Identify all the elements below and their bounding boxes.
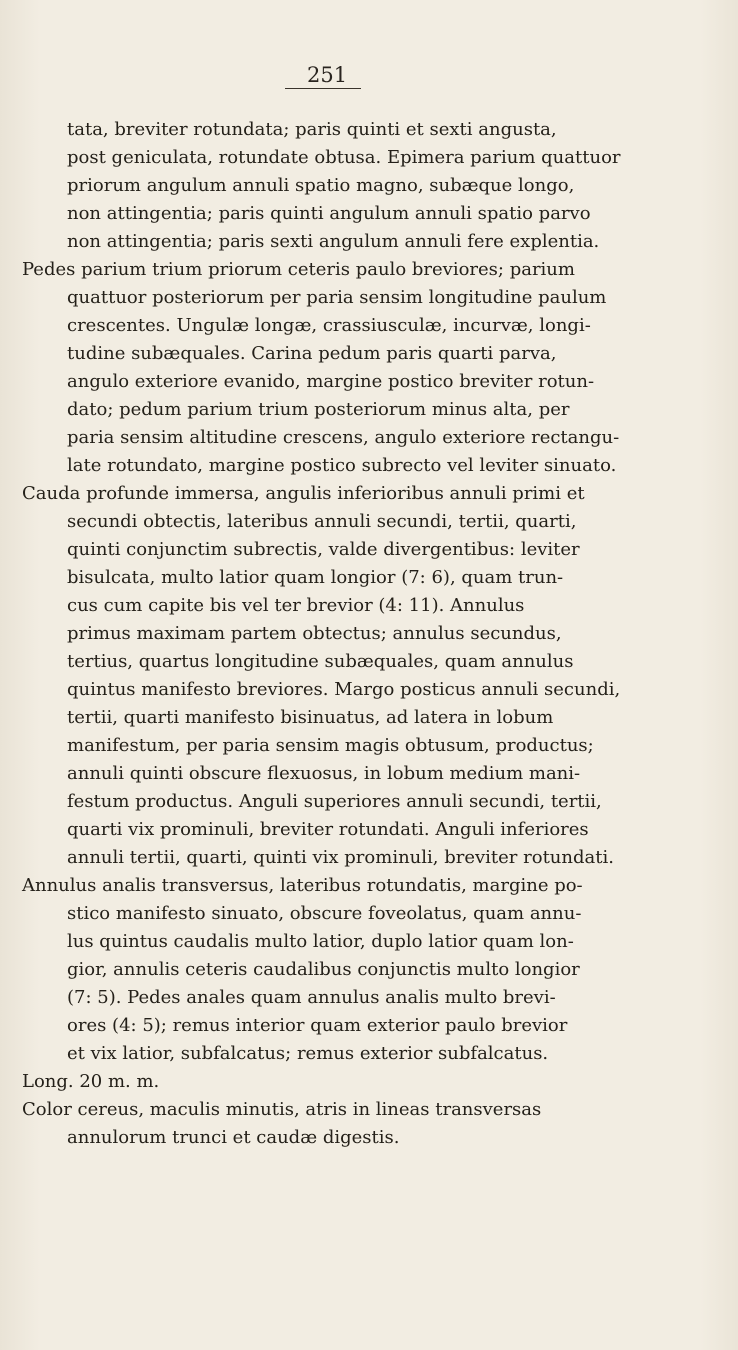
paragraph xyxy=(22,1068,712,1096)
text-line: quinti conjunctim subrectis, valde divergentibus: leviter xyxy=(67,539,580,560)
text-line: crescentes. Ungulæ longæ, crassiusculæ, incurvæ, longi- xyxy=(67,315,591,336)
text-line: annuli tertii, quarti, quinti vix prominuli, breviter rotundati. xyxy=(67,847,614,868)
paragraph xyxy=(22,872,712,1068)
text-line: festum productus. Anguli superiores annuli secundi, tertii, xyxy=(67,791,602,812)
text-line: annuli quinti obscure flexuosus, in lobum medium mani- xyxy=(67,763,581,784)
paragraph xyxy=(22,1096,712,1152)
text-line: Long. 20 m. m. xyxy=(22,1071,160,1092)
text-line: et vix latior, subfalcatus; remus exterior subfalcatus. xyxy=(67,1043,549,1064)
text-line: quintus manifesto breviores. Margo posticus annuli secundi, xyxy=(67,679,621,700)
text-line: angulo exteriore evanido, margine postico breviter rotun- xyxy=(67,371,595,392)
text-line: lus quintus caudalis multo latior, duplo latior quam lon- xyxy=(67,931,574,952)
text-line: gior, annulis ceteris caudalibus conjunctis multo longior xyxy=(67,959,580,980)
text-line: tertius, quartus longitudine subæquales, quam annulus xyxy=(67,651,574,672)
text-line: Cauda profunde immersa, angulis inferioribus annuli primi et xyxy=(22,483,585,504)
text-line: quattuor posteriorum per paria sensim longitudine paulum xyxy=(67,287,607,308)
paragraph xyxy=(22,256,712,480)
paragraph xyxy=(22,116,712,256)
text-line: Color cereus, maculis minutis, atris in lineas transversas xyxy=(22,1099,542,1120)
paragraph xyxy=(22,480,712,872)
text-line: secundi obtectis, lateribus annuli secundi, tertii, quarti, xyxy=(67,511,577,532)
page-number: 251 xyxy=(285,62,361,89)
text-line: non attingentia; paris sexti angulum annuli fere explentia. xyxy=(67,231,600,252)
text-line: (7: 5). Pedes anales quam annulus analis multo brevi- xyxy=(67,987,556,1008)
text-line: manifestum, per paria sensim magis obtusum, productus; xyxy=(67,735,594,756)
text-line: Pedes parium trium priorum ceteris paulo breviores; parium xyxy=(22,259,575,280)
text-line: tata, breviter rotundata; paris quinti et sexti angusta, xyxy=(67,119,557,140)
text-line: tudine subæquales. Carina pedum paris quarti parva, xyxy=(67,343,557,364)
text-line: late rotundato, margine postico subrecto vel leviter sinuato. xyxy=(67,455,617,476)
text-line: post geniculata, rotundate obtusa. Epimera parium quattuor xyxy=(67,147,621,168)
text-line: dato; pedum parium trium posteriorum minus alta, per xyxy=(67,399,570,420)
body-text xyxy=(22,116,712,1152)
text-line: cus cum capite bis vel ter brevior (4: 11). Annulus xyxy=(67,595,525,616)
text-line: bisulcata, multo latior quam longior (7: 6), quam trun- xyxy=(67,567,564,588)
text-line: Annulus analis transversus, lateribus rotundatis, margine po- xyxy=(22,875,583,896)
text-line: stico manifesto sinuato, obscure foveolatus, quam annu- xyxy=(67,903,582,924)
text-line: non attingentia; paris quinti angulum annuli spatio parvo xyxy=(67,203,591,224)
text-line: tertii, quarti manifesto bisinuatus, ad latera in lobum xyxy=(67,707,554,728)
text-line: quarti vix prominuli, breviter rotundati. Anguli inferiores xyxy=(67,819,589,840)
text-line: paria sensim altitudine crescens, angulo exteriore rectangu- xyxy=(67,427,620,448)
text-line: priorum angulum annuli spatio magno, subæque longo, xyxy=(67,175,575,196)
text-line: primus maximam partem obtectus; annulus secundus, xyxy=(67,623,562,644)
text-line: ores (4: 5); remus interior quam exterior paulo brevior xyxy=(67,1015,568,1036)
text-line: annulorum trunci et caudæ digestis. xyxy=(67,1127,400,1148)
